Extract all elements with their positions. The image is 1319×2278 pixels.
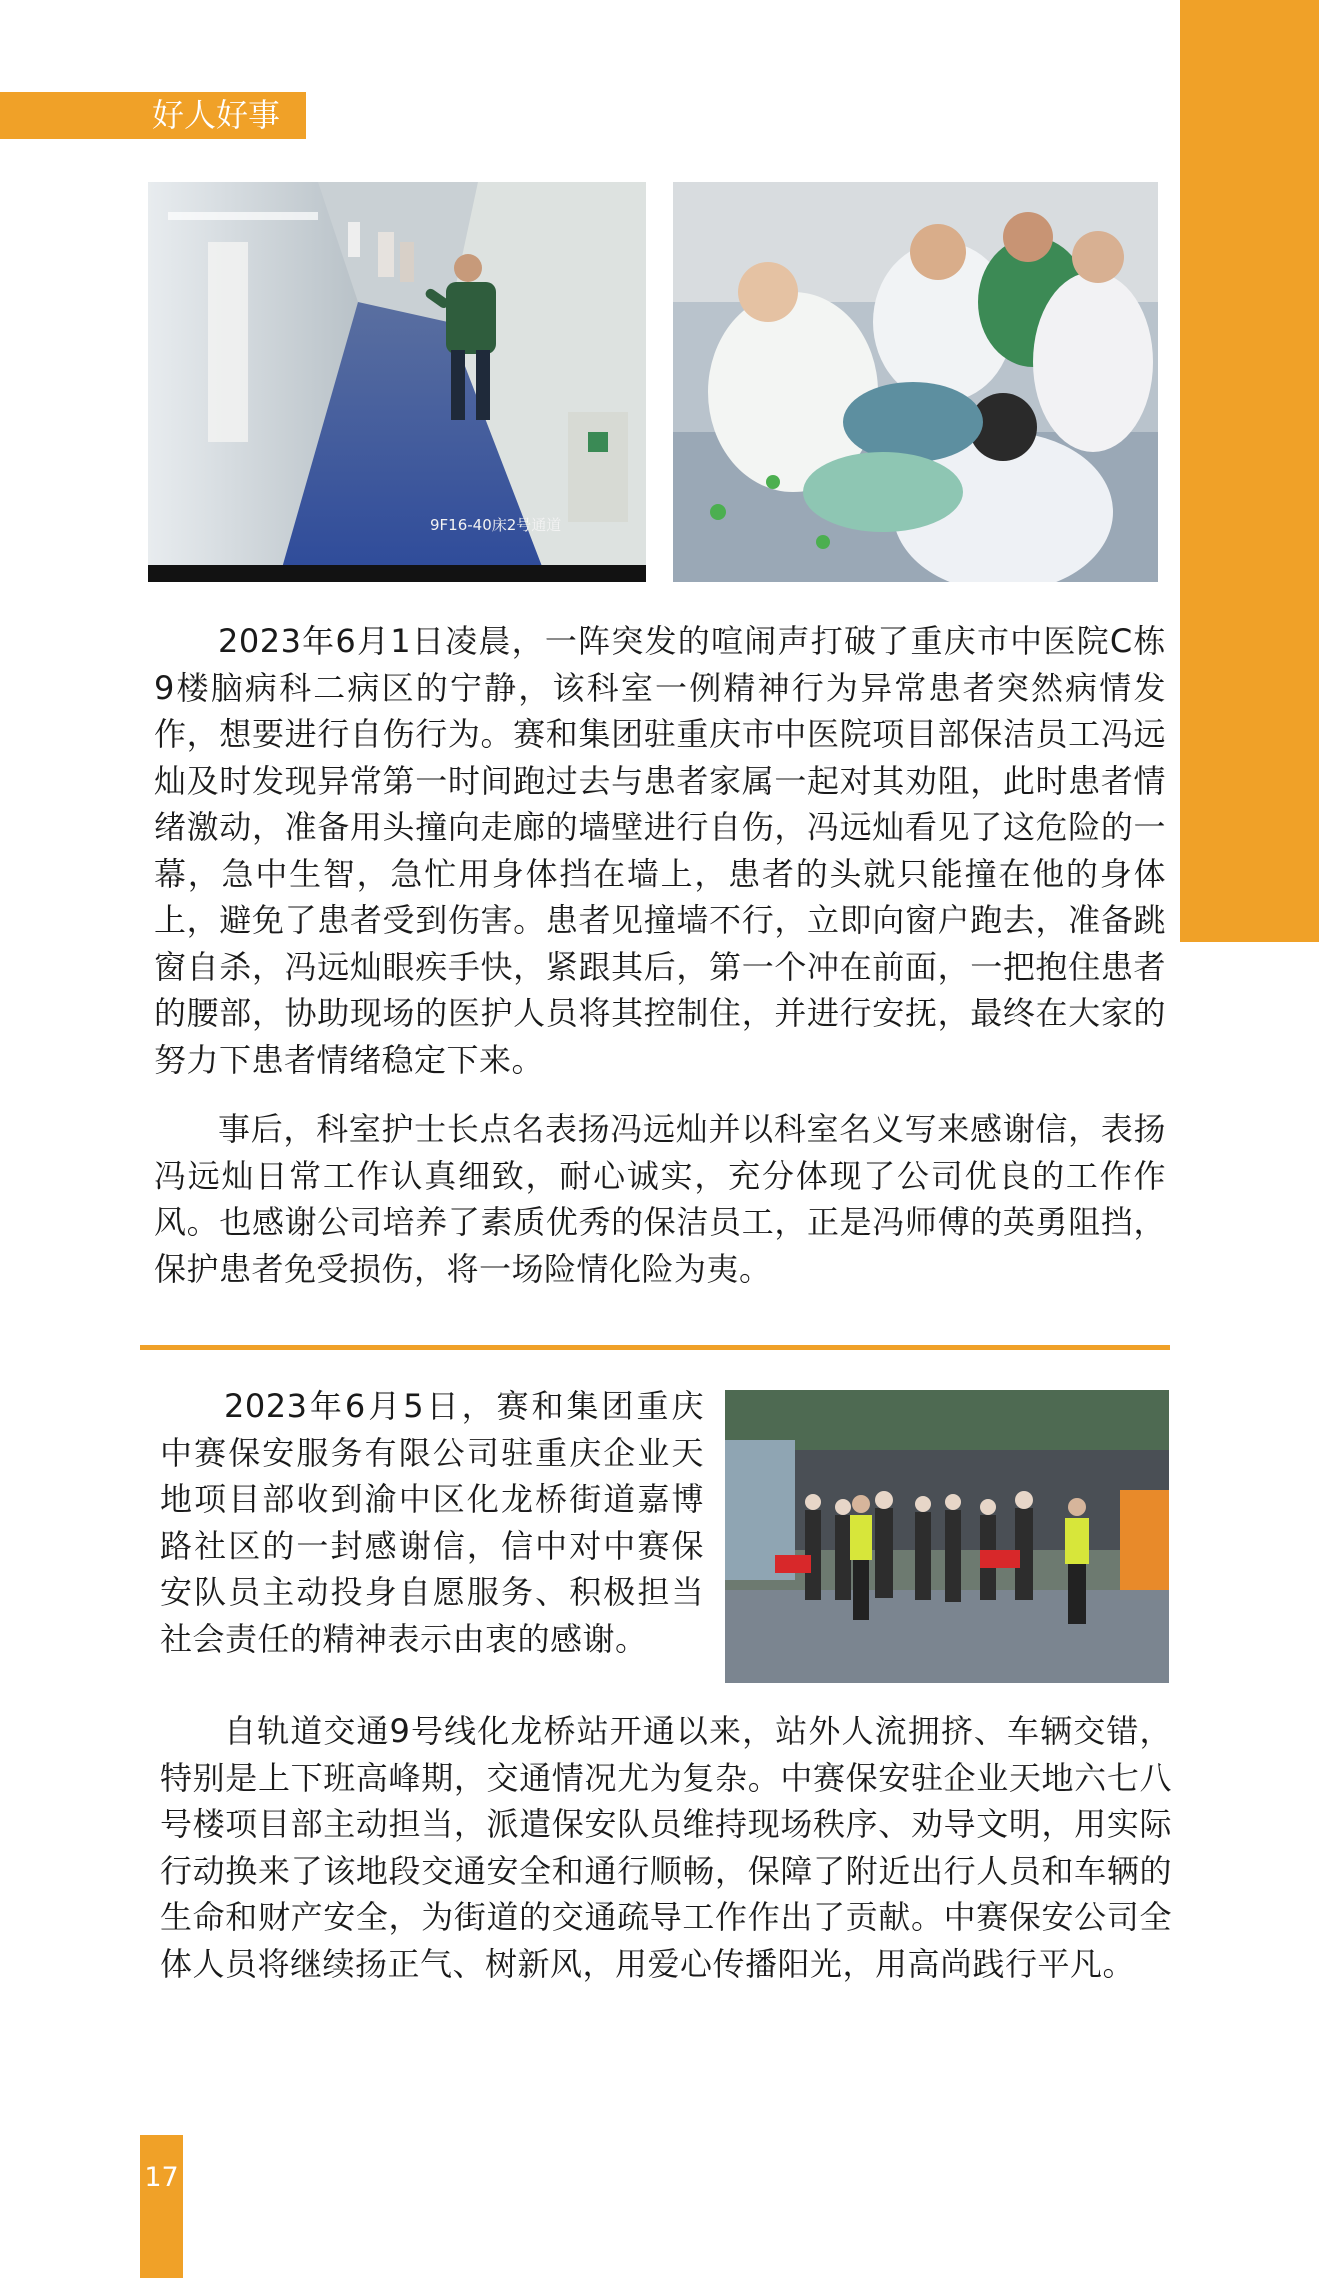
hallway-cctv-photo [148, 182, 646, 582]
cctv-overlay-label: 9F16-40床2号通道 [430, 516, 562, 534]
article2-paragraph-1: 2023年6月5日，赛和集团重庆中赛保安服务有限公司驻重庆企业天地项目部收到渝中区化龙桥街道嘉博路社区的一封感谢信，信中对中赛保安队员主动投身自愿服务、积极担当社会责任的精神表示由衷的感谢。 [160, 1387, 704, 1658]
article1-paragraph-2: 事后，科室护士长点名表扬冯远灿并以科室名义写来感谢信，表扬冯远灿日常工作认真细致，耐心诚实，充分体现了公司优良的工作作风。也感谢公司培养了素质优秀的保洁员工，正是冯师傅的英勇阻挡，保护患者免受损伤，将一场险情化险为夷。 [154, 1110, 1166, 1288]
article2-paragraph-2: 自轨道交通9号线化龙桥站开通以来，站外人流拥挤、车辆交错，特别是上下班高峰期，交通情况尤为复杂。中赛保安驻企业天地六七八号楼项目部主动担当，派遣保安队员维持现场秩序、劝导文明，用实际行动换来了该地段交通安全和通行顺畅，保障了附近出行人员和车辆的生命和财产安全，为街道的交通疏导工作作出了贡献。中赛保安公司全体人员将继续扬正气、树新风，用爱心传播阳光，用高尚践行平凡。 [160, 1712, 1172, 1983]
page-number: 17 [144, 2162, 179, 2193]
medical-staff-photo [673, 182, 1158, 582]
section-divider [140, 1345, 1170, 1350]
page-number-bar [140, 2135, 183, 2278]
security-guards-photo [725, 1390, 1169, 1683]
section-label: 好人好事 [0, 92, 306, 139]
article1-paragraph-1: 2023年6月1日凌晨，一阵突发的喧闹声打破了重庆市中医院C栋9楼脑病科二病区的宁静，该科室一例精神行为异常患者突然病情发作，想要进行自伤行为。赛和集团驻重庆市中医院项目部保洁员工冯远灿及时发现异常第一时间跑过去与患者家属一起对其劝阻，此时患者情绪激动，准备用头撞向走廊的墙壁进行自伤，冯远灿看见了这危险的一幕，急中生智，急忙用身体挡在墙上，患者的头就只能撞在他的身体上，避免了患者受到伤害。患者见撞墙不行，立即向窗户跑去，准备跳窗自杀，冯远灿眼疾手快，紧跟其后，第一个冲在前面，一把抱住患者的腰部，协助现场的医护人员将其控制住，并进行安抚，最终在大家的努力下患者情绪稳定下来。 [154, 622, 1166, 1079]
accent-side-bar [1180, 0, 1319, 942]
